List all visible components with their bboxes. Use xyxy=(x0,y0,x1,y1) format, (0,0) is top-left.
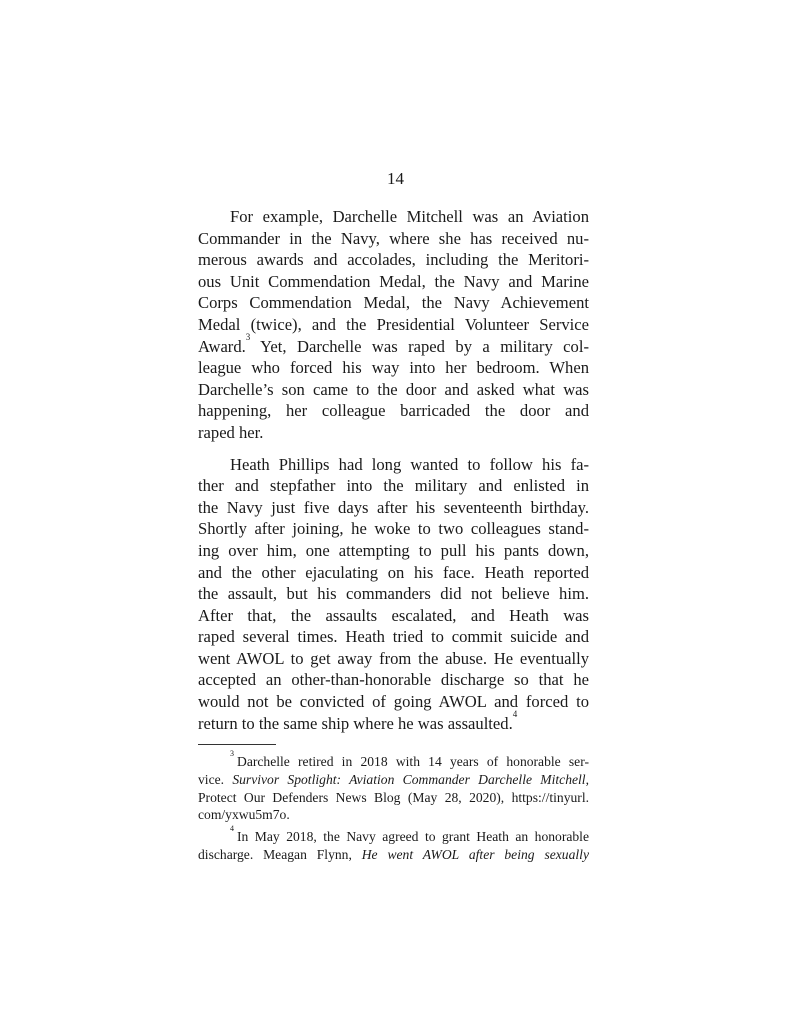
citation-title: Survivor Spotlight: Aviation Commander Darchelle Mitchell xyxy=(232,771,586,787)
text-fragment: Darchelle retired in 2018 with 14 years of honorable ser- xyxy=(237,754,589,769)
text-line: Commander in the Navy, where she has received nu- xyxy=(198,228,589,248)
text-fragment: return to the same ship where he was assaulted. xyxy=(198,713,513,733)
footnote-3 xyxy=(198,749,589,824)
text-line: would not be convicted of going AWOL and forced to xyxy=(198,692,589,712)
text-line: Shortly after joining, he woke to two colleagues stand- xyxy=(198,519,589,539)
text-line xyxy=(198,824,589,846)
url-link[interactable]: com/yxwu5m7o. xyxy=(198,807,290,823)
text-line: Heath Phillips had long wanted to follow his fa- xyxy=(230,454,589,474)
footnote-number: 4 xyxy=(230,824,234,834)
text-line: Medal (twice), and the Presidential Volunteer Service xyxy=(198,314,589,334)
text-line: happening, her colleague barricaded the door and xyxy=(198,401,589,421)
text-line: merous awards and accolades, including the Meritori- xyxy=(198,250,589,270)
footnote-ref-3[interactable]: 3 xyxy=(245,331,251,342)
footnote-4 xyxy=(198,824,589,864)
text-line: Corps Commendation Medal, the Navy Achievement xyxy=(198,293,589,313)
text-line: the Navy just five days after his seventeenth birthday. xyxy=(198,497,589,517)
text-line: Darchelle’s son came to the door and asked what was xyxy=(198,379,589,399)
paragraph-heath xyxy=(198,454,589,735)
text-line: Protect Our Defenders News Blog (May 28, 2020), https://tinyurl. xyxy=(198,789,589,805)
text-fragment: Award. xyxy=(198,336,246,356)
text-line: ous Unit Commendation Medal, the Navy and Marine xyxy=(198,271,589,291)
text-fragment: Yet, Darchelle was raped by a military col- xyxy=(250,336,589,356)
citation-title: He went AWOL after being sexually xyxy=(361,846,589,862)
paragraph-darchelle xyxy=(198,206,589,444)
text-line xyxy=(198,749,589,771)
footnote-number: 3 xyxy=(230,749,234,758)
text-line: After that, the assaults escalated, and Heath was xyxy=(198,605,589,625)
footnote-ref-4[interactable]: 4 xyxy=(512,708,518,719)
text-line: accepted an other-than-honorable discharge so that he xyxy=(198,670,589,690)
text-line xyxy=(198,331,589,358)
text-line: For example, Darchelle Mitchell was an Aviation xyxy=(230,207,589,226)
text-line: and the other ejaculating on his face. Heath reported xyxy=(198,562,589,582)
text-line: the assault, but his commanders did not believe him. xyxy=(198,584,589,604)
text-line xyxy=(198,771,589,789)
text-fragment: In May 2018, the Navy agreed to grant Heath an honorable xyxy=(237,829,589,845)
footnotes xyxy=(198,749,589,868)
text-line: raped several times. Heath tried to commit suicide and xyxy=(198,627,589,647)
text-line: went AWOL to get away from the abuse. He eventually xyxy=(198,648,589,668)
footnote-separator xyxy=(198,744,276,745)
text-line: league who forced his way into her bedroom. When xyxy=(198,358,589,378)
main-text xyxy=(198,206,589,744)
text-fragment: discharge. Meagan Flynn, xyxy=(198,846,362,862)
text-line: ing over him, one attempting to pull his pants down, xyxy=(198,540,589,560)
text-line xyxy=(198,708,589,735)
text-line: ther and stepfather into the military and enlisted in xyxy=(198,476,589,496)
text-fragment: , xyxy=(585,771,589,787)
text-line xyxy=(198,846,589,864)
text-line: raped her. xyxy=(198,422,264,442)
page-number: 14 xyxy=(387,169,404,188)
text-fragment: vice. xyxy=(198,771,233,787)
